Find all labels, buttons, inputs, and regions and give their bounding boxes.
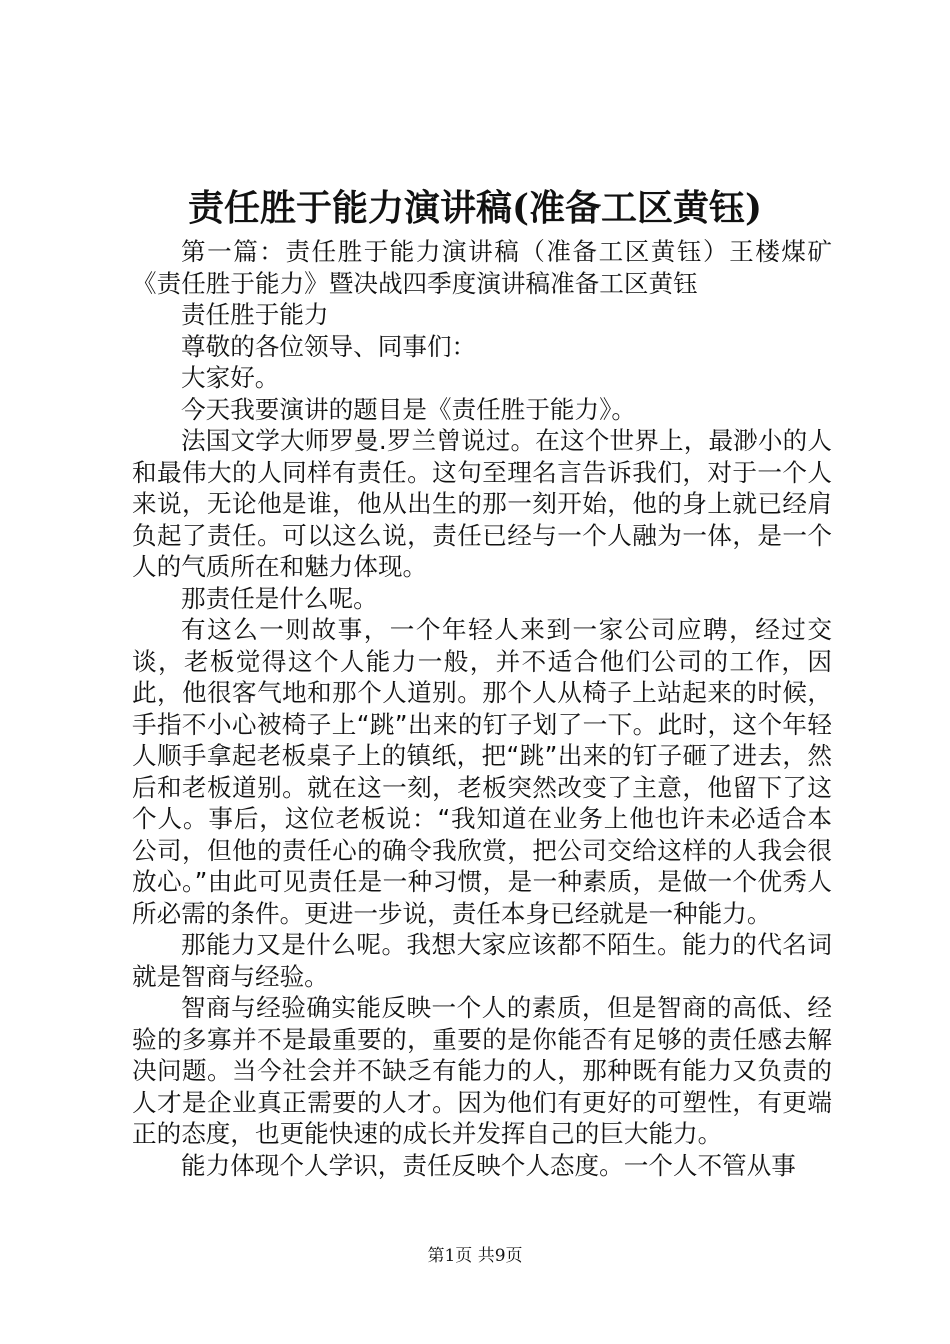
document-body: [132, 236, 832, 1181]
paragraph-7: 那责任是什么呢。: [181, 583, 378, 613]
paragraph-3: 尊敬的各位领导、同事们：: [181, 331, 477, 361]
paragraph-10: 智商与经验确实能反映一个人的素质，但是智商的高低、经验的多寡并不是最重要的，重要的是你能否有足够的责任感去解决问题。当今社会并不缺乏有能力的人，那种既有能力又负责的人才是企业真正需要的人才。因为他们有更好的可塑性，有更端正的态度，也更能快速的成长并发挥自己的巨大能力。: [132, 993, 832, 1148]
paragraph-8: 有这么一则故事，一个年轻人来到一家公司应聘，经过交谈，老板觉得这个人能力一般，并不适合他们公司的工作，因此，他很客气地和那个人道别。那个人从椅子上站起来的时候，手指不小心被椅子上“跳”出来的钉子划了一下。此时，这个年轻人顺手拿起老板桌子上的镇纸，把“跳”出来的钉子砸了进去，然后和老板道别。就在这一刻，老板突然改变了主意，他留下了这个人。事后，这位老板说：“我知道在业务上他也许未必适合本公司，但他的责任心的确令我欣赏，把公司交给这样的人我会很放心。”由此可见责任是一种习惯，是一种素质，是做一个优秀人所必需的条件。更进一步说，责任本身已经就是一种能力。: [132, 615, 832, 928]
paragraph-5: 今天我要演讲的题目是《责任胜于能力》。: [181, 394, 636, 424]
paragraph-2: 责任胜于能力: [181, 300, 329, 329]
paragraph-4: 大家好。: [181, 363, 280, 392]
paragraph-6: 法国文学大师罗曼.罗兰曾说过。在这个世界上，最渺小的人和最伟大的人同样有责任。这句至理名言告诉我们，对于一个人来说，无论他是谁，他从出生的那一刻开始，他的身上就已经肩负起了责任。可以这么说，责任已经与一个人融为一体，是一个人的气质所在和魅力体现。: [132, 426, 832, 581]
paragraph-11: 能力体现个人学识，责任反映个人态度。一个人不管从事: [181, 1150, 796, 1180]
page-number-footer: 第1页 共9页: [427, 1246, 523, 1266]
paragraph-1: 第一篇：责任胜于能力演讲稿（准备工区黄钰）王楼煤矿《责任胜于能力》暨决战四季度演讲稿准备工区黄钰: [132, 237, 832, 298]
document-title: 责任胜于能力演讲稿(准备工区黄钰): [187, 187, 763, 229]
paragraph-9: 那能力又是什么呢。我想大家应该都不陌生。能力的代名词就是智商与经验。: [132, 930, 832, 991]
